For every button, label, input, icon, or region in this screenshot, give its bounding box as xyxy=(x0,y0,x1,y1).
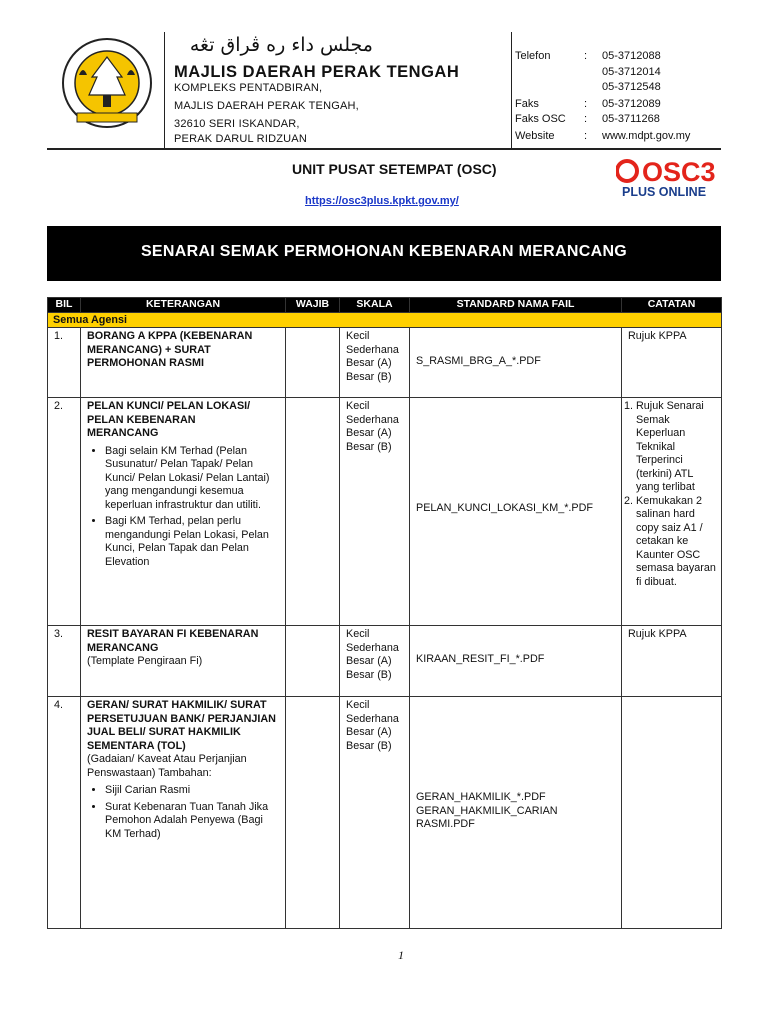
list-item: • Bagi KM Terhad, pelan perlu mengandungi Pelan Lokasi, Pelan Kunci, Pelan Tapak dan Pelan Elevation xyxy=(105,515,281,569)
skala-item: Besar (B) xyxy=(346,668,392,681)
file-name: S_RASMI_BRG_A_*.PDF xyxy=(416,355,541,367)
osc-link[interactable]: https://osc3plus.kpkt.gov.my/ xyxy=(305,195,459,207)
file-name: PELAN_KUNCI_LOKASI_KM_*.PDF xyxy=(416,502,594,514)
col-header: CATATAN xyxy=(622,298,722,313)
fax-osc-number: 05-3711268 xyxy=(602,113,660,125)
contact-colon: : xyxy=(584,98,588,110)
list-item: • Bagi selain KM Terhad (Pelan Susunatur/ Pelan Tapak/ Pelan Kunci/ Pelan Lokasi/ Pelan Lantai) yang mengandungi kesemua keperluan infrastruktur dan utiliti. xyxy=(105,445,281,513)
skala-item: Besar (B) xyxy=(346,739,392,752)
row-title: GERAN/ SURAT HAKMILIK/ SURAT PERSETUJUAN BANK/ PERJANJIAN JUAL BELI/ SURAT HAKMILIK SEMENTARA (TOL) xyxy=(87,699,276,752)
address-line: MAJLIS DAERAH PERAK TENGAH, xyxy=(174,100,359,112)
file-name: KIRAAN_RESIT_FI_*.PDF xyxy=(416,653,545,665)
skala-item: Kecil xyxy=(346,330,370,342)
skala-item: Sederhana xyxy=(346,413,399,426)
contact-label: Website xyxy=(515,130,555,142)
address-line: KOMPLEKS PENTADBIRAN, xyxy=(174,82,323,94)
contact-colon: : xyxy=(584,113,588,125)
address-line: PERAK DARUL RIDZUAN xyxy=(174,133,307,145)
wajib-cell[interactable] xyxy=(286,626,340,697)
checklist-table xyxy=(47,297,722,929)
header-divider xyxy=(47,148,721,150)
row-desc: (Template Pengiraan Fi) xyxy=(87,655,203,667)
table-row xyxy=(48,328,722,398)
phone-number: 05-3712014 xyxy=(602,66,661,78)
row-desc: (Gadaian/ Kaveat Atau Perjanjian Penswastaan) Tambahan: xyxy=(87,753,247,779)
skala-item: Sederhana xyxy=(346,712,399,725)
section-row xyxy=(48,313,722,328)
row-title: BORANG A KPPA (KEBENARAN MERANCANG) + SURAT PERMOHONAN RASMI xyxy=(87,330,253,369)
skala-item: Besar (A) xyxy=(346,655,392,667)
list-item: • Sijil Carian Rasmi xyxy=(105,784,281,798)
row-number: 3. xyxy=(54,628,64,640)
address-line: 32610 SERI ISKANDAR, xyxy=(174,118,300,130)
skala-item: Besar (B) xyxy=(346,440,392,453)
row-number: 1. xyxy=(54,330,64,342)
skala-item: Besar (A) xyxy=(346,726,392,738)
catatan-text: Rujuk KPPA xyxy=(628,628,687,640)
file-name: GERAN_HAKMILIK_CARIAN RASMI.PDF xyxy=(416,804,558,830)
banner-title: SENARAI SEMAK PERMOHONAN KEBENARAN MERANCANG xyxy=(140,243,628,260)
table-row xyxy=(48,697,722,929)
phone-number: 05-3712548 xyxy=(602,81,661,93)
catatan-text xyxy=(622,697,721,699)
jawi-title: مجلس داء ره ڤراق تڠه xyxy=(189,34,373,56)
skala-item: Sederhana xyxy=(346,343,399,356)
unit-title: UNIT PUSAT SETEMPAT (OSC) xyxy=(292,161,497,177)
page-number: 1 xyxy=(398,948,404,962)
row-number: 4. xyxy=(54,699,64,711)
contact-label: Telefon xyxy=(515,50,551,62)
council-logo xyxy=(57,35,157,140)
osc3-plus-logo xyxy=(616,152,716,200)
osc-logo-big: OSC3 xyxy=(642,157,716,187)
col-header: KETERANGAN xyxy=(81,298,286,313)
skala-item: Besar (A) xyxy=(346,427,392,439)
row-title: PELAN KUNCI/ PELAN LOKASI/ PELAN KEBENARAN MERANCANG xyxy=(87,400,251,439)
table-header-row xyxy=(48,298,722,313)
website: www.mdpt.gov.my xyxy=(602,130,691,142)
skala-item: Kecil xyxy=(346,400,370,412)
wajib-cell[interactable] xyxy=(286,697,340,929)
contact-colon: : xyxy=(584,130,588,142)
skala-item: Besar (B) xyxy=(346,370,392,383)
row-number: 2. xyxy=(54,400,64,412)
table-row xyxy=(48,626,722,697)
skala-item: Kecil xyxy=(346,699,370,711)
catatan-text: Rujuk KPPA xyxy=(628,330,687,342)
catatan-item: 1. Rujuk Senarai Semak Keperluan Teknikal Terperinci (terkini) ATL yang terlibat xyxy=(636,400,717,495)
skala-item: Besar (A) xyxy=(346,357,392,369)
col-header: BIL xyxy=(48,298,81,313)
section-label: Semua Agensi xyxy=(48,313,722,328)
list-item: • Surat Kebenaran Tuan Tanah Jika Pemohon Adalah Penyewa (Bagi KM Terhad) xyxy=(105,801,281,842)
file-name: GERAN_HAKMILIK_*.PDF xyxy=(416,791,546,803)
skala-item: Kecil xyxy=(346,628,370,640)
fax-number: 05-3712089 xyxy=(602,98,661,110)
table-row xyxy=(48,398,722,626)
catatan-item: 2. Kemukakan 2 salinan hard copy saiz A1 / cetakan ke Kaunter OSC semasa bayaran fi dibuat. xyxy=(636,495,717,590)
col-header: WAJIB xyxy=(286,298,340,313)
col-header: SKALA xyxy=(340,298,410,313)
wajib-cell[interactable] xyxy=(286,328,340,398)
row-title: RESIT BAYARAN FI KEBENARAN MERANCANG xyxy=(87,628,259,654)
org-name: MAJLIS DAERAH PERAK TENGAH xyxy=(174,63,460,81)
wajib-cell[interactable] xyxy=(286,398,340,626)
col-header: STANDARD NAMA FAIL xyxy=(410,298,622,313)
contact-label: Faks OSC xyxy=(515,113,566,125)
contact-colon: : xyxy=(584,50,588,62)
contact-label: Faks xyxy=(515,98,539,110)
osc-logo-small: PLUS ONLINE xyxy=(622,185,707,199)
skala-item: Sederhana xyxy=(346,641,399,654)
phone-number: 05-3712088 xyxy=(602,50,661,62)
title-banner xyxy=(47,226,721,281)
